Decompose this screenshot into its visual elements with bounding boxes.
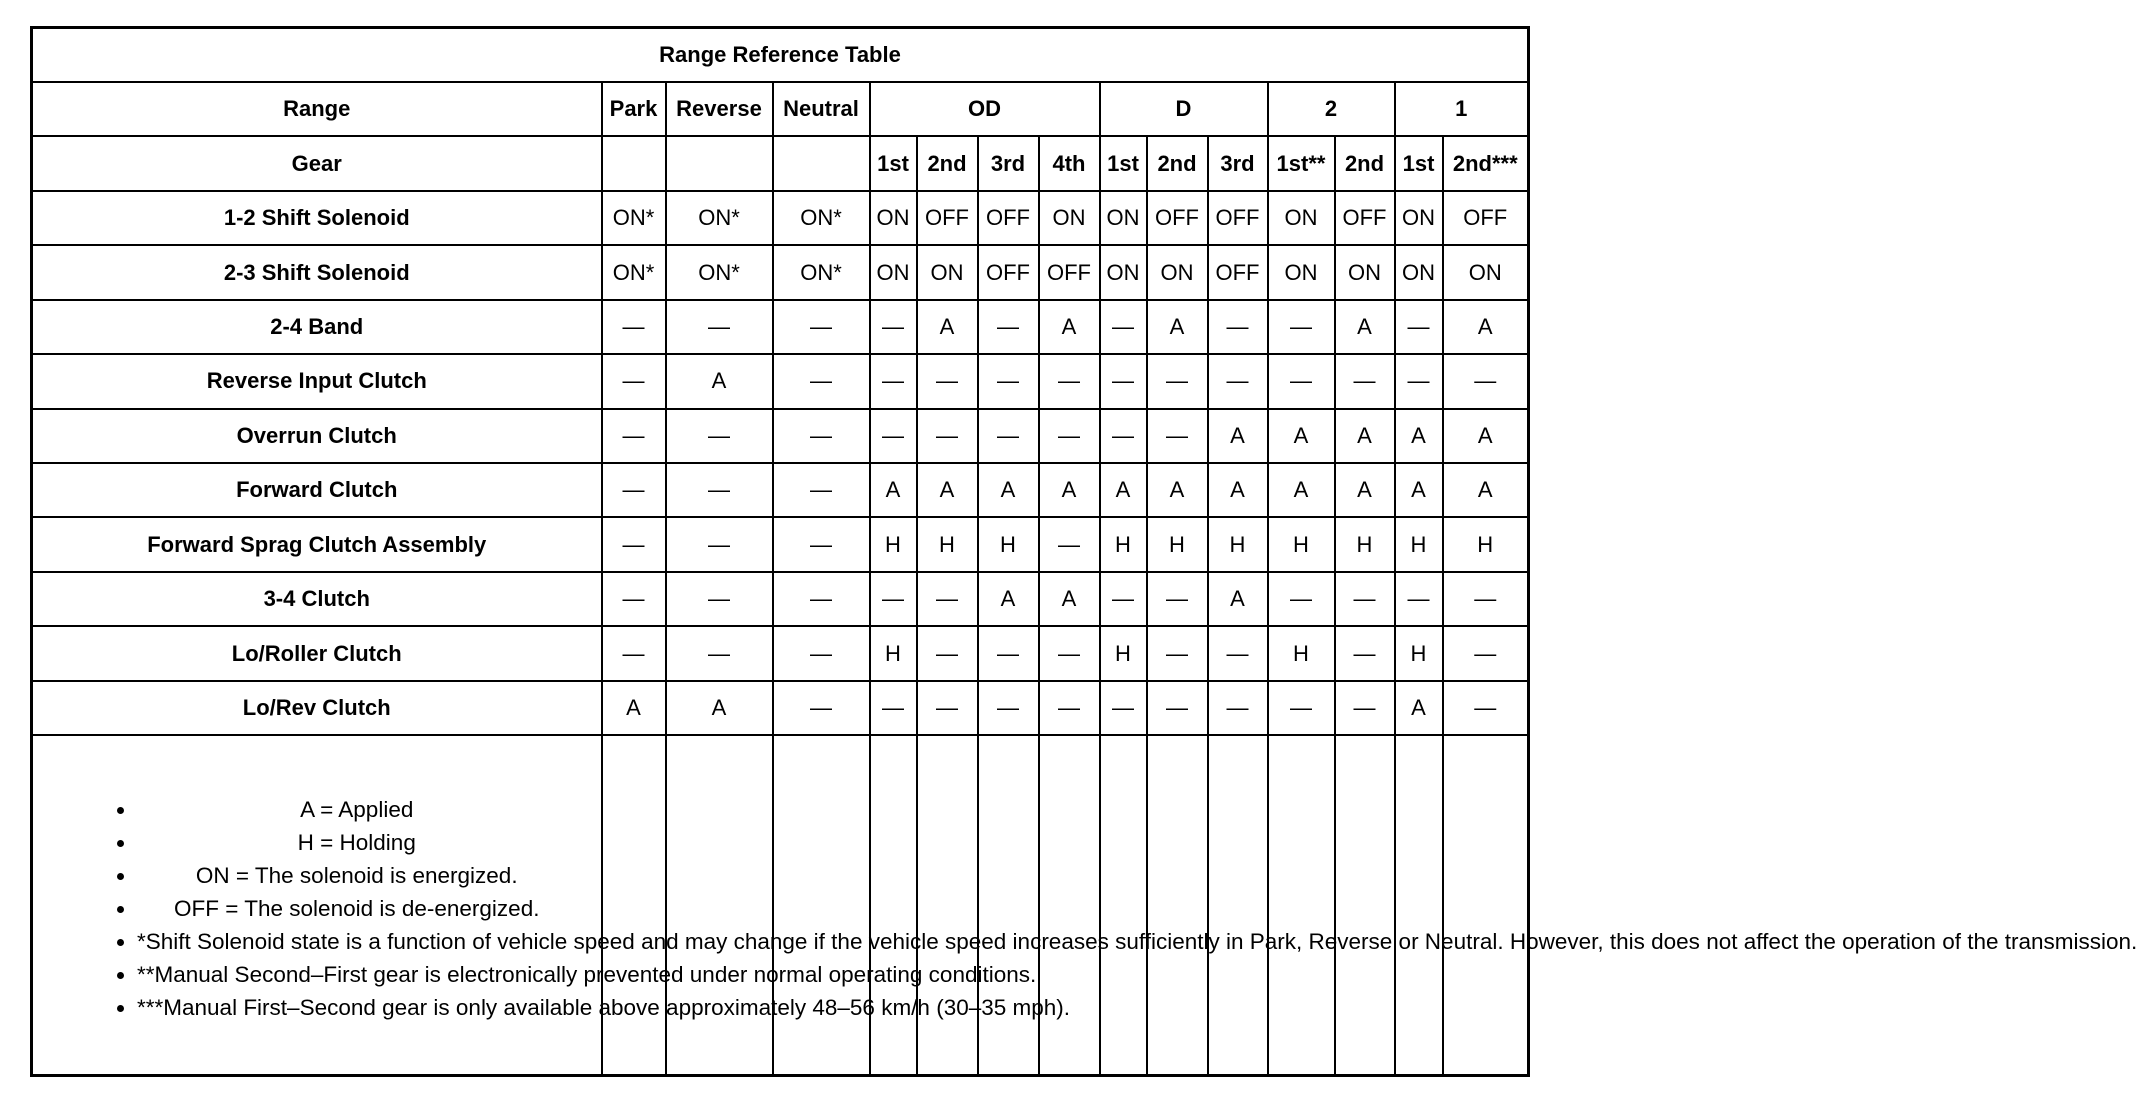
gear-header-cell — [602, 136, 666, 190]
table-row — [32, 354, 1529, 408]
range-label: Range — [32, 82, 602, 136]
table-cell: ON — [1395, 245, 1443, 299]
table-cell: — — [666, 409, 773, 463]
table-cell: — — [602, 626, 666, 680]
table-cell: A — [870, 463, 917, 517]
empty-cell — [666, 735, 773, 1075]
table-cell: — — [666, 463, 773, 517]
table-cell: — — [1039, 517, 1100, 571]
range-reference-table — [30, 26, 2137, 1077]
table-cell: — — [1335, 681, 1395, 736]
table-cell: ON — [870, 245, 917, 299]
table-cell: H — [1100, 626, 1147, 680]
range-park: Park — [602, 82, 666, 136]
table-cell: — — [1208, 681, 1268, 736]
table-cell: OFF — [1208, 245, 1268, 299]
gear-header-cell: 3rd — [978, 136, 1039, 190]
table-cell: OFF — [978, 191, 1039, 245]
table-cell: — — [870, 681, 917, 736]
table-cell: OFF — [917, 191, 978, 245]
table-cell: ON* — [602, 245, 666, 299]
notes-cell — [32, 735, 2137, 1075]
table-cell: — — [773, 409, 870, 463]
table-cell: — — [1100, 354, 1147, 408]
table-cell: A — [1443, 300, 1529, 354]
table-cell: A — [1039, 572, 1100, 626]
table-cell: — — [773, 517, 870, 571]
table-cell: — — [773, 463, 870, 517]
gear-header-cell: 2nd*** — [1443, 136, 1529, 190]
table-cell: — — [917, 409, 978, 463]
gear-header-cell: 2nd — [1147, 136, 1208, 190]
table-cell: A — [1100, 463, 1147, 517]
table-cell: — — [1039, 409, 1100, 463]
row-label: Forward Clutch — [32, 463, 602, 517]
table-cell: — — [666, 300, 773, 354]
empty-cell — [1100, 735, 1147, 1075]
table-cell: — — [1100, 681, 1147, 736]
table-row — [32, 572, 1529, 626]
notes-list — [33, 796, 2137, 1022]
table-cell: OFF — [1443, 191, 1529, 245]
empty-cell — [1039, 735, 1100, 1075]
table-cell: ON* — [602, 191, 666, 245]
gear-header-cell: 2nd — [1335, 136, 1395, 190]
table-cell: A — [917, 300, 978, 354]
table-cell: — — [1147, 626, 1208, 680]
range-d: D — [1100, 82, 1268, 136]
table-cell: — — [1208, 354, 1268, 408]
table-cell: — — [602, 463, 666, 517]
gear-header-cell — [773, 136, 870, 190]
note-item: • **Manual Second–First gear is electronically prevented under normal operating conditions. — [137, 961, 577, 989]
table-cell: H — [1395, 517, 1443, 571]
table-cell: — — [1268, 681, 1335, 736]
table-row — [32, 300, 1529, 354]
table-cell: A — [1335, 409, 1395, 463]
table-cell: A — [1335, 300, 1395, 354]
table-cell: A — [1147, 463, 1208, 517]
table-cell: — — [1395, 300, 1443, 354]
table-cell: — — [666, 517, 773, 571]
row-label: Lo/Roller Clutch — [32, 626, 602, 680]
range-header-row — [32, 82, 1529, 136]
empty-cell — [870, 735, 917, 1075]
table-cell: H — [1147, 517, 1208, 571]
table-cell: H — [1395, 626, 1443, 680]
table-cell: H — [1208, 517, 1268, 571]
table-body — [32, 191, 1529, 735]
table-title: Range Reference Table — [32, 28, 1529, 82]
row-label: 1-2 Shift Solenoid — [32, 191, 602, 245]
table-cell: A — [1039, 463, 1100, 517]
row-label: Forward Sprag Clutch Assembly — [32, 517, 602, 571]
table-cell: ON — [870, 191, 917, 245]
table-cell: ON — [1039, 191, 1100, 245]
table-cell: A — [602, 681, 666, 736]
table-row — [32, 517, 1529, 571]
note-item: • A = Applied — [137, 796, 577, 824]
table-cell: — — [666, 626, 773, 680]
table-cell: — — [1039, 626, 1100, 680]
table-cell: A — [1395, 681, 1443, 736]
table-cell: A — [978, 572, 1039, 626]
table-cell: H — [1268, 626, 1335, 680]
empty-cell — [602, 735, 666, 1075]
empty-cell — [1208, 735, 1268, 1075]
note-item: • H = Holding — [137, 829, 577, 857]
table-cell: A — [666, 354, 773, 408]
table-cell: A — [1443, 409, 1529, 463]
table-cell: ON* — [666, 191, 773, 245]
gear-header-cell: 3rd — [1208, 136, 1268, 190]
table-cell: H — [917, 517, 978, 571]
table-cell: ON — [1100, 245, 1147, 299]
table-cell: OFF — [978, 245, 1039, 299]
table-cell: H — [978, 517, 1039, 571]
table-cell: A — [1335, 463, 1395, 517]
table-cell: — — [978, 626, 1039, 680]
gear-header-cell: 4th — [1039, 136, 1100, 190]
range-reverse: Reverse — [666, 82, 773, 136]
table-cell: — — [1100, 300, 1147, 354]
table-cell: — — [1208, 626, 1268, 680]
table-cell: A — [666, 681, 773, 736]
table-cell: A — [1395, 409, 1443, 463]
table-row — [32, 409, 1529, 463]
table-cell: OFF — [1208, 191, 1268, 245]
gear-header-row — [32, 136, 1529, 190]
table-cell: A — [1443, 463, 1529, 517]
table-cell: — — [1147, 409, 1208, 463]
note-item: • *Shift Solenoid state is a function of vehicle speed and may change if the vehicle speed increases sufficiently in Park, Reverse or Neutral. However, this does not affect the operation of the transmission. — [137, 928, 577, 956]
table-cell: — — [1268, 300, 1335, 354]
note-item: • ON = The solenoid is energized. — [137, 862, 577, 890]
table-cell: ON* — [666, 245, 773, 299]
table-cell: OFF — [1335, 191, 1395, 245]
table-cell: — — [978, 681, 1039, 736]
table-cell: — — [1335, 354, 1395, 408]
table-cell: — — [666, 572, 773, 626]
table-cell: A — [1039, 300, 1100, 354]
table-cell: ON — [1268, 191, 1335, 245]
table-cell: A — [1395, 463, 1443, 517]
row-label: Lo/Rev Clutch — [32, 681, 602, 736]
row-label: 2-3 Shift Solenoid — [32, 245, 602, 299]
note-item: • ***Manual First–Second gear is only available above approximately 48–56 km/h (30–35 mph). — [137, 994, 577, 1022]
range-2: 2 — [1268, 82, 1395, 136]
table-cell: ON — [1395, 191, 1443, 245]
table-cell: H — [870, 626, 917, 680]
gear-header-cell: 1st — [1100, 136, 1147, 190]
row-label: 2-4 Band — [32, 300, 602, 354]
table-cell: — — [1100, 572, 1147, 626]
table-cell: — — [870, 354, 917, 408]
table-row — [32, 626, 1529, 680]
empty-cell — [1335, 735, 1395, 1075]
table-cell: ON — [1268, 245, 1335, 299]
table-cell: — — [1268, 572, 1335, 626]
row-label: Overrun Clutch — [32, 409, 602, 463]
table-cell: OFF — [1147, 191, 1208, 245]
table-cell: A — [1268, 409, 1335, 463]
table-cell: — — [773, 681, 870, 736]
table-cell: A — [1208, 409, 1268, 463]
gear-header-cell: 1st** — [1268, 136, 1335, 190]
table-cell: A — [1268, 463, 1335, 517]
table-cell: — — [1443, 681, 1529, 736]
table-cell: A — [1208, 463, 1268, 517]
table-cell: — — [1443, 572, 1529, 626]
table-cell: H — [870, 517, 917, 571]
table-cell: — — [917, 681, 978, 736]
table-cell: — — [1147, 354, 1208, 408]
table-row — [32, 463, 1529, 517]
table-cell: H — [1100, 517, 1147, 571]
table-cell: — — [602, 354, 666, 408]
table-cell: A — [1208, 572, 1268, 626]
table-cell: — — [773, 300, 870, 354]
table-cell: ON — [1335, 245, 1395, 299]
table-cell: — — [870, 572, 917, 626]
table-cell: ON — [1147, 245, 1208, 299]
table-cell: ON* — [773, 245, 870, 299]
table-row — [32, 191, 1529, 245]
table-cell: — — [1100, 409, 1147, 463]
empty-cell — [917, 735, 978, 1075]
gear-header-cell — [666, 136, 773, 190]
table-cell: — — [917, 572, 978, 626]
table-cell: H — [1268, 517, 1335, 571]
empty-cell — [1443, 735, 1529, 1075]
table-cell: — — [1039, 681, 1100, 736]
table-cell: — — [602, 517, 666, 571]
empty-cell — [1147, 735, 1208, 1075]
table-cell: — — [602, 300, 666, 354]
gear-header-cell: 1st — [1395, 136, 1443, 190]
table-cell: ON* — [773, 191, 870, 245]
empty-cell — [1268, 735, 1335, 1075]
range-1: 1 — [1395, 82, 1529, 136]
table-cell: — — [1335, 572, 1395, 626]
row-label: 3-4 Clutch — [32, 572, 602, 626]
table-cell: — — [1208, 300, 1268, 354]
gear-header-cell: 2nd — [917, 136, 978, 190]
table-cell: — — [1443, 354, 1529, 408]
table-cell: — — [1147, 681, 1208, 736]
table-cell: — — [978, 409, 1039, 463]
table-cell: A — [917, 463, 978, 517]
table-cell: — — [773, 626, 870, 680]
table-cell: — — [1443, 626, 1529, 680]
table-cell: ON — [917, 245, 978, 299]
table-cell: — — [1335, 626, 1395, 680]
table-cell: — — [1147, 572, 1208, 626]
table-cell: ON — [1443, 245, 1529, 299]
title-row — [32, 28, 1529, 82]
table-cell: — — [870, 409, 917, 463]
range-neutral: Neutral — [773, 82, 870, 136]
table-cell: — — [978, 354, 1039, 408]
note-item: • OFF = The solenoid is de-energized. — [137, 895, 577, 923]
table-cell: — — [773, 354, 870, 408]
range-od: OD — [870, 82, 1100, 136]
notes-row — [32, 735, 1529, 1075]
empty-cell — [1395, 735, 1443, 1075]
table-cell: ON — [1100, 191, 1147, 245]
table-cell: H — [1443, 517, 1529, 571]
table-row — [32, 681, 1529, 736]
empty-cell — [773, 735, 870, 1075]
table-cell: — — [1039, 354, 1100, 408]
table-row — [32, 245, 1529, 299]
table-cell: — — [1395, 572, 1443, 626]
table-cell: — — [1268, 354, 1335, 408]
table-cell: A — [1147, 300, 1208, 354]
table-cell: H — [1335, 517, 1395, 571]
table-cell: — — [917, 354, 978, 408]
table-cell: — — [978, 300, 1039, 354]
row-label: Reverse Input Clutch — [32, 354, 602, 408]
table-cell: — — [602, 409, 666, 463]
table-cell: — — [1395, 354, 1443, 408]
table-cell: — — [773, 572, 870, 626]
table-cell: — — [602, 572, 666, 626]
table-cell: — — [870, 300, 917, 354]
table-cell: OFF — [1039, 245, 1100, 299]
gear-label: Gear — [32, 136, 602, 190]
gear-header-cell: 1st — [870, 136, 917, 190]
empty-cell — [978, 735, 1039, 1075]
table-cell: — — [917, 626, 978, 680]
table-cell: A — [978, 463, 1039, 517]
